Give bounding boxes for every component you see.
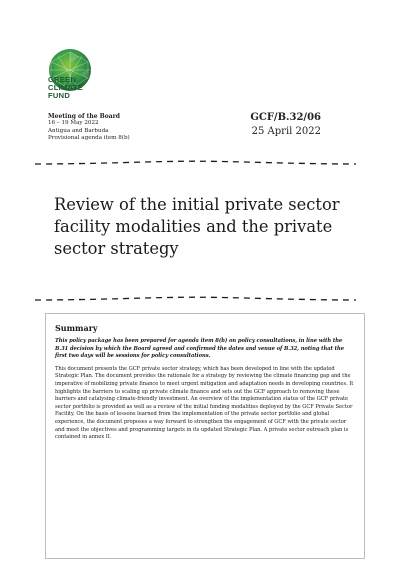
meeting-title: Meeting of the Board [48, 113, 121, 120]
summary-heading: Summary [55, 323, 98, 333]
summary-box [45, 313, 365, 559]
logo-word-fund: FUND [48, 91, 71, 100]
document-info [250, 111, 321, 139]
logo-word-green: GREEN [48, 75, 77, 84]
document-date: 25 April 2022 [251, 126, 321, 137]
document-number: GCF/B.32/06 [250, 112, 321, 123]
logo-word-climate: CLIMATE [48, 83, 83, 92]
meeting-location: Antigua and Barbuda [48, 127, 109, 134]
agenda-item: Provisional agenda item 8(b) [48, 135, 130, 142]
document-title: Review of the initial private sector facility modalities and the private sector strategy [54, 195, 340, 258]
top-divider [35, 160, 356, 166]
summary-lead-paragraph: This policy package has been prepared for agenda item 8(b) on policy consultations, in line with the B.31 decision by which the Board agreed and confirmed the dates and venue of B.32, noting that the first two days will be sessions for policy consultations. [55, 338, 344, 360]
meeting-info [48, 113, 130, 143]
summary-body-paragraph: This document presents the GCF private sector strategy, which has been developed in line with the updated Strategic Plan. The document provides the rationale for a strategy by reviewing the climate financing gap and the imperative of mobilizing private finance to meet urgent mitigation and adaptation needs in developing countries. It highlights the barriers to scaling up private climate finance and sets out the GCF approach to removing these barriers and catalysing climate-friendly investment. An overview of the implementation status of the GCF private sector portfolio is provided as well as a review of the initial funding modalities deployed by the GCF Private Sector Facility. On the basis of lessons learned from the implementation of the private sector portfolio and global experience, the document proposes a way forward to strengthen the engagement of GCF with the private sector and meet the objectives and programming targets in its updated Strategic Plan. A private sector outreach plan is contained in annex II. [55, 365, 354, 441]
bottom-divider [35, 296, 356, 302]
meeting-dates: 16 – 19 May 2022 [48, 120, 99, 127]
